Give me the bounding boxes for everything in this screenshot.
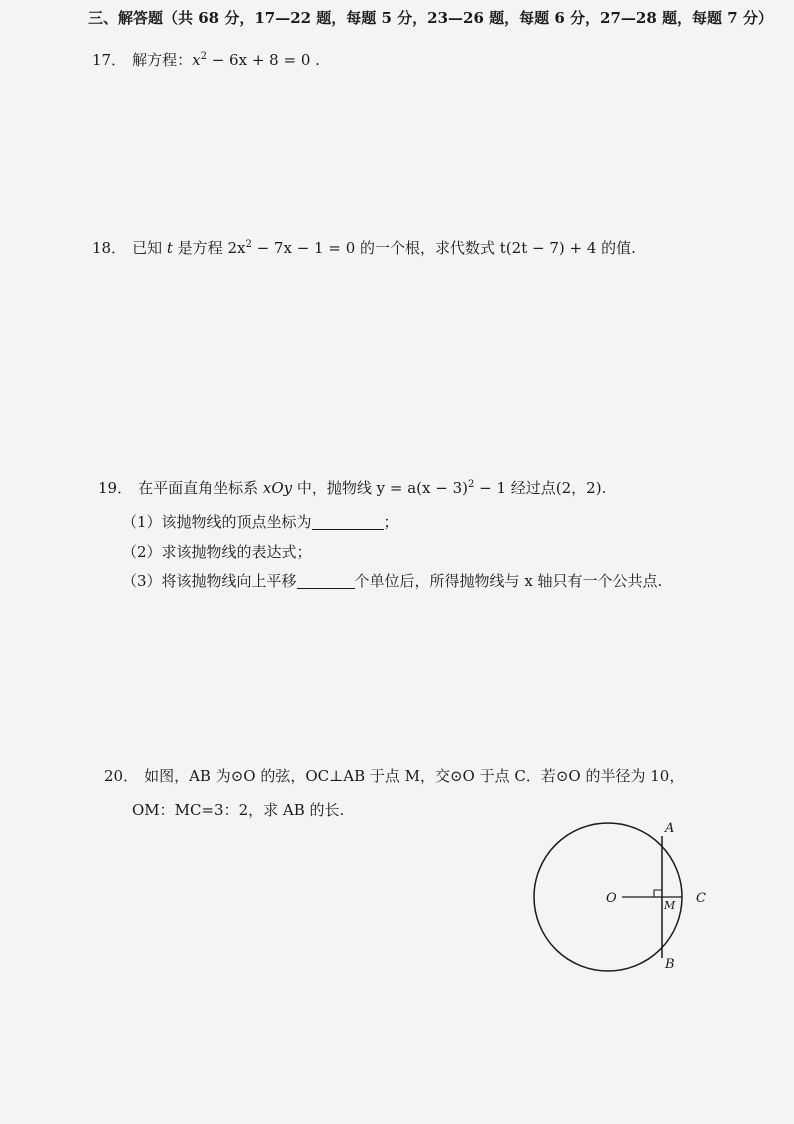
- question-19-part-3-text-a: （3）将该抛物线向上平移: [122, 572, 297, 590]
- question-19-part-2: （2）求该抛物线的表达式；: [122, 543, 312, 561]
- question-19-text-b: 中，抛物线 y = a(x − 3): [292, 479, 468, 497]
- question-19-part-3-text-b: 个单位后，所得抛物线与 x 轴只有一个公共点.: [354, 572, 663, 590]
- question-19-text-c: − 1 经过点(2，2).: [474, 479, 607, 497]
- question-17-number: 17．: [92, 51, 127, 69]
- question-20-line-1: [104, 766, 684, 786]
- answer-blank-shift[interactable]: [297, 572, 355, 589]
- question-18-text-a: 已知: [132, 239, 167, 257]
- question-18-var-t: t: [166, 239, 173, 257]
- question-19-part-1-end: ；: [383, 513, 399, 531]
- question-20-number: 20．: [104, 767, 139, 785]
- label-c: C: [696, 891, 706, 906]
- question-19-number: 19．: [98, 479, 133, 497]
- section-header: 三、解答题（共 68 分，17—22 题，每题 5 分，23—26 题，每题 6 分，27—28 题，每题 7 分）: [88, 9, 773, 27]
- question-17-prefix: 解方程：: [132, 51, 193, 69]
- question-17-sup: 2: [200, 51, 207, 62]
- question-20-text-1: 如图，AB 为⊙O 的弦，OC⊥AB 于点 M，交⊙O 于点 C．若⊙O 的半径为 10，: [144, 767, 685, 785]
- circle-figure: [520, 810, 740, 980]
- question-17: [92, 50, 320, 70]
- question-18-text-c: − 7x − 1 = 0 的一个根，求代数式 t(2t − 7) + 4 的值.: [251, 239, 636, 257]
- label-o: O: [606, 891, 617, 906]
- question-19-part-1: [122, 512, 399, 532]
- question-18: [92, 238, 636, 258]
- label-a: A: [665, 821, 675, 836]
- question-19-part-1-text: （1）该抛物线的顶点坐标为: [122, 513, 312, 531]
- question-18-sup: 2: [245, 239, 252, 250]
- question-19: [98, 478, 606, 498]
- question-18-text-b: 是方程 2x: [172, 239, 246, 257]
- question-17-eq-x: x: [192, 51, 201, 69]
- question-19-text-a: 在平面直角坐标系: [138, 479, 263, 497]
- question-19-part-3: [122, 571, 662, 591]
- question-19-xoy: xOy: [262, 479, 293, 497]
- label-m: M: [664, 899, 676, 912]
- answer-blank-vertex[interactable]: [312, 513, 384, 530]
- label-b: B: [665, 957, 675, 972]
- question-18-number: 18．: [92, 239, 127, 257]
- right-angle-mark: [654, 890, 662, 897]
- question-19-sup: 2: [467, 479, 475, 490]
- question-20-line-2: OM：MC=3：2，求 AB 的长.: [132, 801, 345, 819]
- question-17-eq-rest: − 6x + 8 = 0 .: [206, 51, 320, 69]
